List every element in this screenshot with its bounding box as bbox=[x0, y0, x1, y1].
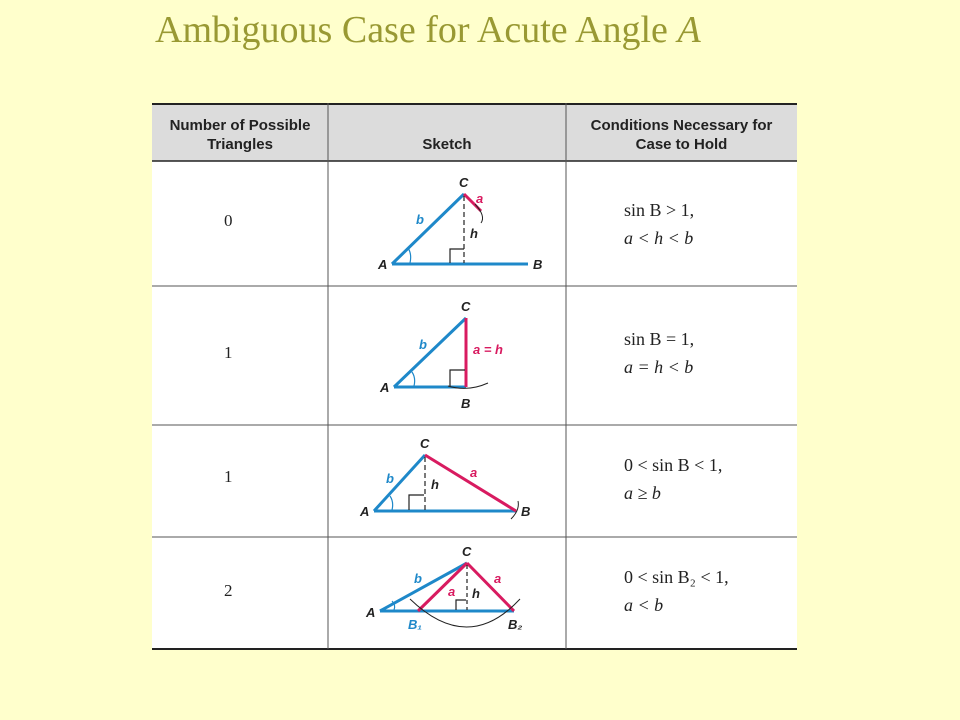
label-h: h bbox=[470, 226, 478, 241]
side-b bbox=[374, 455, 425, 511]
row-2-count: 1 bbox=[224, 343, 233, 362]
label-B: B bbox=[533, 257, 543, 272]
angle-arc bbox=[408, 248, 411, 263]
label-C: C bbox=[459, 175, 469, 190]
label-b: b bbox=[386, 471, 394, 486]
label-b: b bbox=[419, 337, 427, 352]
title-text: Ambiguous Case for Acute Angle bbox=[155, 9, 668, 51]
row-3-condition-line2: a ≥ b bbox=[624, 483, 661, 503]
label-A: A bbox=[366, 605, 376, 620]
right-angle-mark bbox=[456, 600, 466, 610]
row-1-condition-line2: a < h < b bbox=[624, 228, 694, 248]
row-4-condition-line1: 0 < sin B₂ < 1, bbox=[624, 567, 729, 587]
row-2-condition-line1: sin B = 1, bbox=[624, 329, 695, 349]
row-3-conditions bbox=[624, 451, 722, 507]
label-a-short: a bbox=[448, 584, 456, 599]
label-C: C bbox=[462, 544, 472, 559]
label-A: A bbox=[378, 257, 388, 272]
row-3-condition-line1: 0 < sin B < 1, bbox=[624, 455, 723, 475]
label-a-equals-h: a = h bbox=[473, 342, 503, 357]
label-b: b bbox=[414, 571, 422, 586]
row-4-condition-line2: a < b bbox=[624, 595, 664, 615]
angle-arc bbox=[412, 372, 415, 386]
header-sketch: Sketch bbox=[422, 136, 472, 153]
row-1-conditions bbox=[624, 196, 694, 252]
label-B: B bbox=[521, 504, 531, 519]
label-B2: B₂ bbox=[508, 617, 523, 632]
label-a: a bbox=[470, 465, 478, 480]
row-4-conditions bbox=[624, 563, 729, 619]
label-B: B bbox=[461, 396, 471, 411]
sketch-zero-triangles bbox=[328, 161, 566, 286]
side-b bbox=[392, 194, 464, 264]
label-B1: B₁ bbox=[408, 617, 422, 632]
label-A: A bbox=[360, 504, 370, 519]
page-title bbox=[155, 8, 701, 52]
row-4-count: 2 bbox=[224, 581, 233, 600]
right-angle-mark bbox=[409, 495, 424, 510]
label-b: b bbox=[416, 212, 424, 227]
sketch-right-triangle bbox=[328, 286, 566, 425]
sketch-one-oblique-triangle bbox=[328, 425, 566, 537]
angle-arc bbox=[390, 496, 393, 510]
header-possible-triangles: Number of Possible Triangles bbox=[169, 117, 311, 153]
row-3-count: 1 bbox=[224, 467, 233, 486]
label-a: a bbox=[476, 191, 484, 206]
row-2-conditions bbox=[624, 325, 694, 381]
label-a-long: a bbox=[494, 571, 502, 586]
row-1-condition-line1: sin B > 1, bbox=[624, 200, 695, 220]
label-h: h bbox=[472, 586, 480, 601]
row-2-condition-line2: a = h < b bbox=[624, 357, 694, 377]
label-C: C bbox=[461, 299, 471, 314]
right-angle-mark bbox=[450, 249, 464, 263]
header-conditions: Conditions Necessary for Case to Hold bbox=[590, 117, 773, 153]
side-b bbox=[394, 318, 466, 387]
row-1-count: 0 bbox=[224, 211, 233, 230]
title-angle-letter: A bbox=[677, 9, 701, 51]
label-h: h bbox=[431, 477, 439, 492]
label-C: C bbox=[420, 436, 430, 451]
right-angle-mark bbox=[450, 370, 465, 386]
sketch-two-triangles bbox=[328, 537, 566, 649]
label-A: A bbox=[380, 380, 390, 395]
ambiguous-case-table bbox=[152, 103, 797, 650]
